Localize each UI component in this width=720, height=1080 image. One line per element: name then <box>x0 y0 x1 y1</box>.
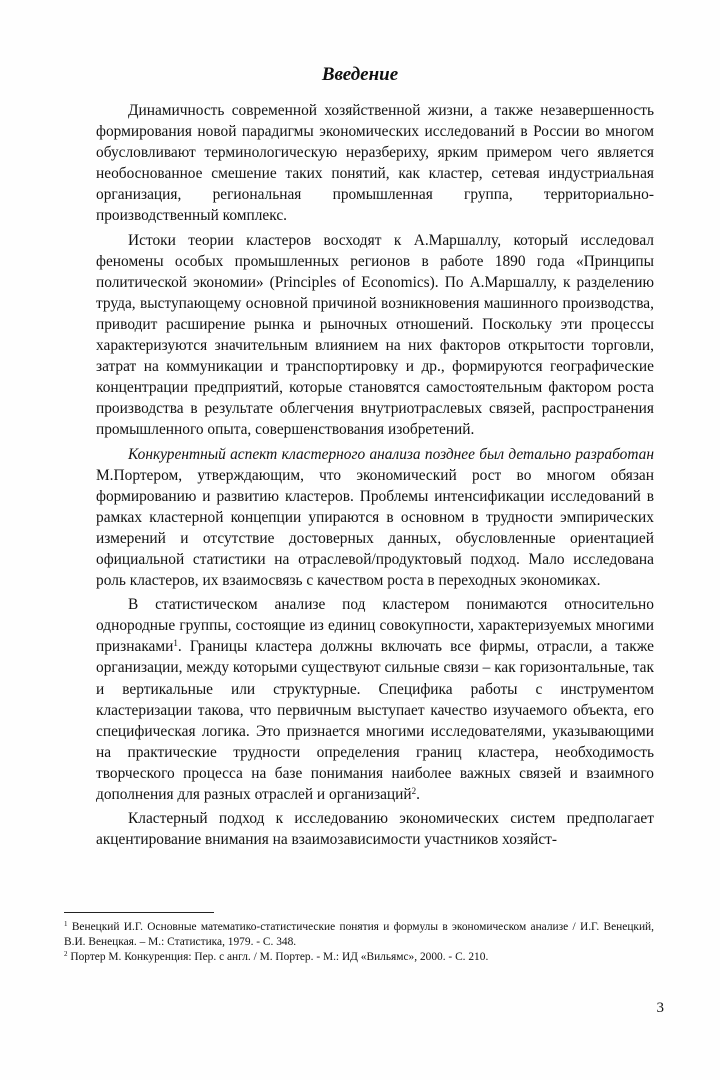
footnote-1-number: 1 <box>64 920 68 928</box>
footnote-divider <box>64 912 214 913</box>
paragraph-4 <box>96 594 654 805</box>
footnote-ref-2[interactable]: 2 <box>411 786 417 796</box>
footnote-2 <box>64 950 654 965</box>
footnote-1 <box>64 920 654 950</box>
paragraph-4-part-b: . Границы кластера должны включать все фирмы, отрасли, а также организации, между которыми существуют сильные связи – как горизонтальные, так и вертикальные или структурные. Специфика работы с инструментом кластеризации такова, что первичным выступает качество изучаемого объекта, его специфическая логика. Это признается многими исследователями, указывающими на практические трудности определения границ кластера, необходимость творческого процесса на базе понимания наиболее важных связей и взаимного дополнения для разных отраслей и организаций <box>96 638 654 803</box>
page-number: 3 <box>656 1000 664 1016</box>
paragraph-3-rest: М.Портером, утверждающим, что экономический рост во многом обязан формированию и развитию кластеров. Проблемы интенсификации исследований в рамках кластерной концепции упираются в основном в трудности эмпирических измерений и отсутствие достоверных данных, обусловленные ориентацией официальной статистики на отраслевой/продуктовый подход. Мало исследована роль кластеров, их взаимосвязь с качеством роста в переходных экономиках. <box>96 466 654 590</box>
footnote-ref-1[interactable]: 1 <box>173 638 178 649</box>
paragraph-4-part-c: . <box>416 786 420 803</box>
paragraph-4-part-a: В статистическом анализе под кластером понимаются относительно однородные группы, состоящие из единиц совокупности, характеризуемых многими признаками <box>96 596 654 656</box>
paragraph-3-italic: Конкурентный аспект кластерного анализа позднее был детально разработан <box>128 445 654 463</box>
paragraph-2: Истоки теории кластеров восходят к А.Маршаллу, который исследовал феномены особых промышленных регионов в работе 1890 года «Принципы политической экономии» (Principles of Economics). По А.Маршаллу, к разделению труда, выступающему основной причиной возникновения машинного производства, приводит расширение рынка и рыночных отношений. Поскольку эти процессы характеризуются значительным влиянием на них факторов открытости торговли, затрат на коммуникации и транспортировку и др., формируются географические концентрации предприятий, которые становятся самостоятельным фактором роста производства в результате облегчения внутриотраслевых связей, распространения промышленного опыта, совершенствования изобретений. <box>96 231 654 439</box>
paragraph-1: Динамичность современной хозяйственной жизни, а также незавершенность формирования новой парадигмы экономических исследований в России во многом обусловливают терминологическую неразбериху, ярким примером чего является необоснованное смешение таких понятий, как кластер, сетевая индустриальная организация, региональная промышленная группа, территориально-производственный комплекс. <box>96 102 654 225</box>
footnote-2-text: Портер М. Конкуренция: Пер. с англ. / М. Портер. - М.: ИД «Вильямс», 2000. - С. 210. <box>67 951 489 963</box>
body-text <box>96 100 654 853</box>
footnotes <box>64 920 654 965</box>
footnote-2-number: 2 <box>64 950 68 958</box>
paragraph-5: Кластерный подход к исследованию экономических систем предполагает акцентирование внимания на взаимозависимости участников хозяйст- <box>96 810 654 849</box>
footnote-1-text: Венецкий И.Г. Основные математико-статистические понятия и формулы в экономическом анализе / И.Г. Венецкий, В.И. Венецкая. – М.: Статистика, 1979. - С. 348. <box>64 921 654 948</box>
paragraph-3 <box>96 444 654 592</box>
page-title: Введение <box>321 64 399 85</box>
